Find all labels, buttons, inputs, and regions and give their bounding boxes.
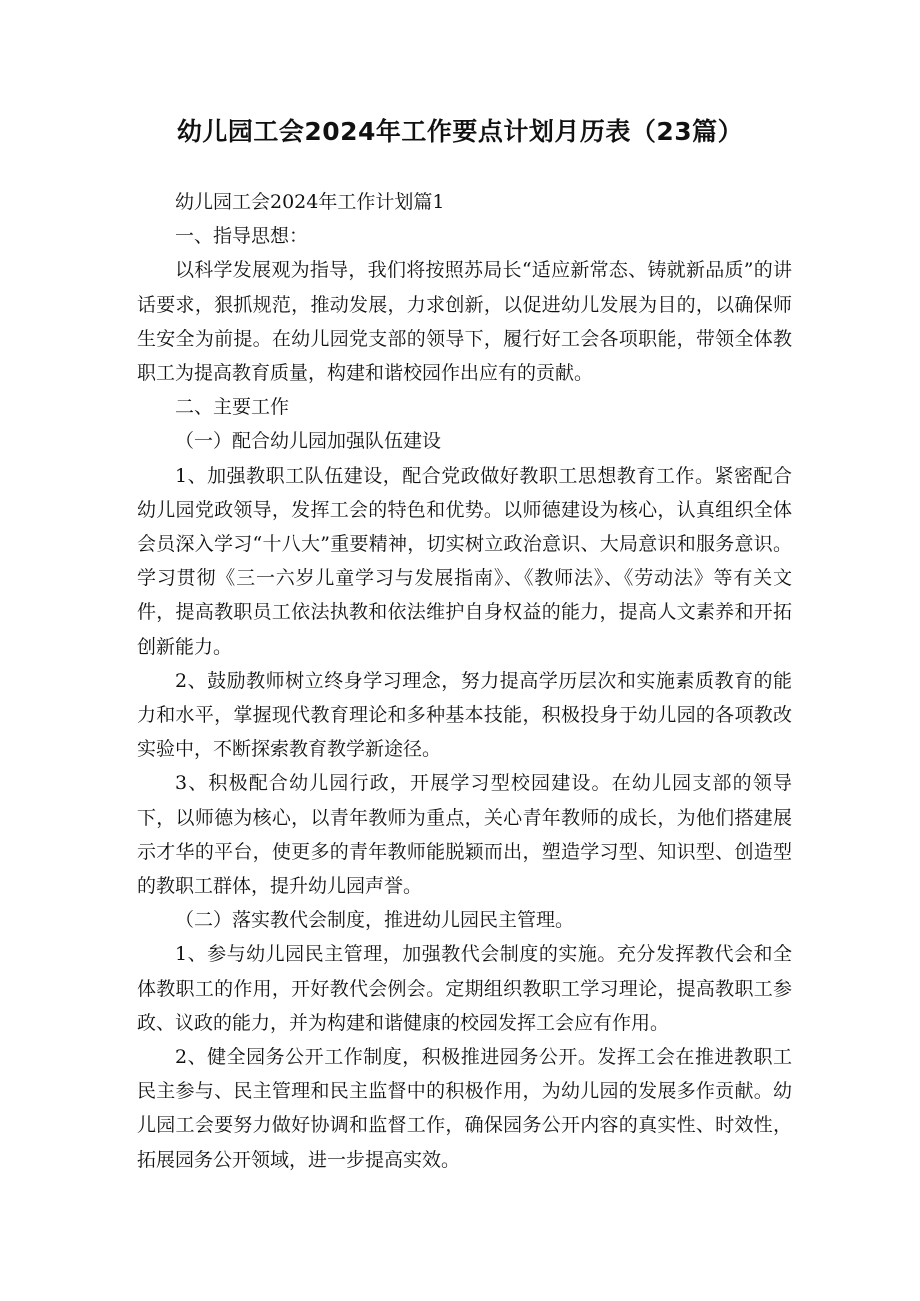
subsection-heading: （一）配合幼儿园加强队伍建设 <box>175 430 442 453</box>
document-body <box>137 185 792 1177</box>
body-paragraph: 以科学发展观为指导，我们将按照苏局长“适应新常态、铸就新品质”的讲话要求，狠抓规范，推动发展，力求创新，以促进幼儿发展为目的，以确保师生安全为前提。在幼儿园党支部的领导下，履行好工会各项职能，带领全体教职工为提高教育质量，构建和谐校园作出应有的贡献。 <box>137 259 792 385</box>
body-paragraph: 1、加强教职工队伍建设，配合党政做好教职工思想教育工作。紧密配合幼儿园党政领导，发挥工会的特色和优势。以师德建设为核心，认真组织全体会员深入学习“十八大”重要精神，切实树立政治意识、大局意识和服务意识。学习贯彻《三一六岁儿童学习与发展指南》、《教师法》、《劳动法》等有关文件，提高教职员工依法执教和依法维护自身权益的能力，提高人文素养和开拓创新能力。 <box>137 464 792 658</box>
body-paragraph: 2、健全园务公开工作制度，积极推进园务公开。发挥工会在推进教职工民主参与、民主管理和民主监督中的积极作用，为幼儿园的发展多作贡献。幼儿园工会要努力做好协调和监督工作，确保园务公开内容的真实性、时效性，拓展园务公开领域，进一步提高实效。 <box>137 1046 792 1171</box>
section-heading-guiding-ideology: 一、指导思想： <box>175 225 309 248</box>
subsection-heading: （二）落实教代会制度，推进幼儿园民主管理。 <box>175 909 575 932</box>
body-paragraph: 3、积极配合幼儿园行政，开展学习型校园建设。在幼儿园支部的领导下，以师德为核心，以青年教师为重点，关心青年教师的成长，为他们搭建展示才华的平台，使更多的青年教师能脱颖而出，塑造学习型、知识型、创造型的教职工群体，提升幼儿园声誉。 <box>137 772 792 898</box>
body-paragraph: 1、参与幼儿园民主管理，加强教代会制度的实施。充分发挥教代会和全体教职工的作用，开好教代会例会。定期组织教职工学习理论，提高教职工参政、议政的能力，并为构建和谐健康的校园发挥工会应有作用。 <box>137 943 792 1034</box>
section-heading-main-work: 二、主要工作 <box>175 396 290 419</box>
body-paragraph: 2、鼓励教师树立终身学习理念，努力提高学历层次和实施素质教育的能力和水平，掌握现代教育理论和多种基本技能，积极投身于幼儿园的各项教改实验中，不断探索教育教学新途径。 <box>137 669 792 761</box>
section-heading-chapter: 幼儿园工会2024年工作计划篇1 <box>175 191 445 213</box>
document-title: 幼儿园工会2024年工作要点计划月历表（23篇） <box>176 117 744 146</box>
